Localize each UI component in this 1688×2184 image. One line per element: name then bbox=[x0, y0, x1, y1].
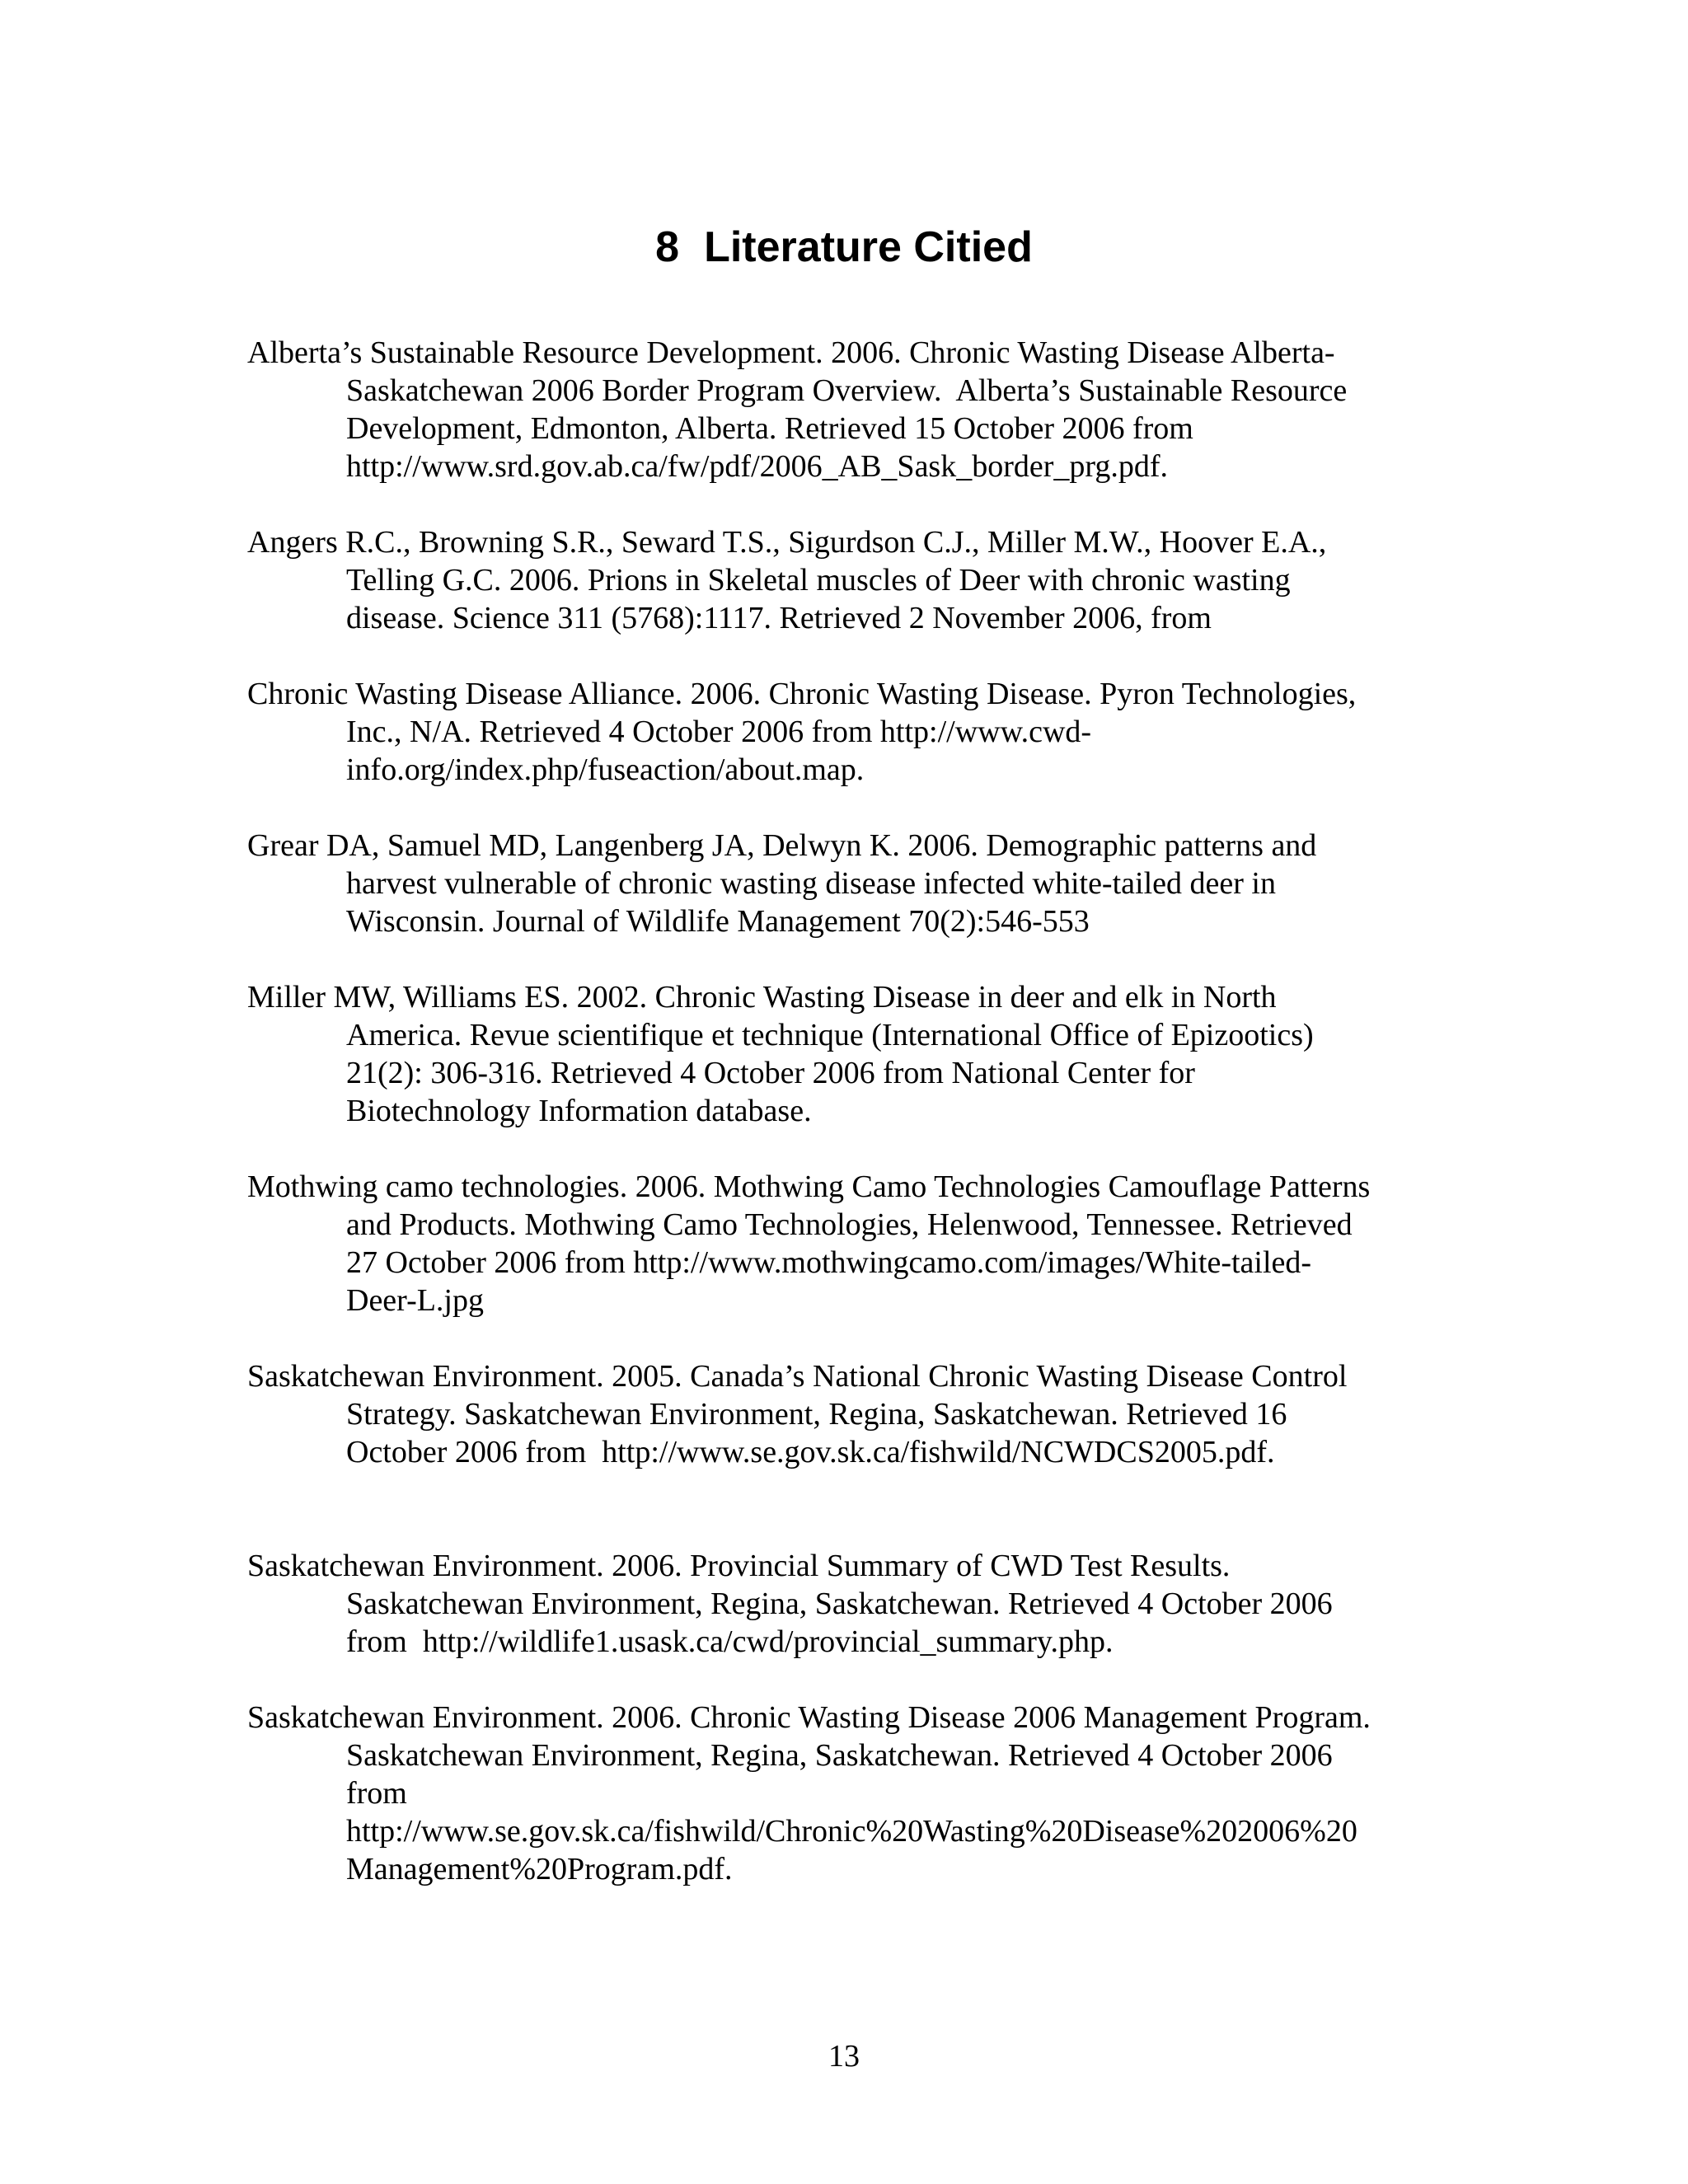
reference-entry: Chronic Wasting Disease Alliance. 2006. Chronic Wasting Disease. Pyron Technologies, Inc., N/A. Retrieved 4 October 2006 from http://www.cwd- info.org/index.php/fuseaction/about.map. bbox=[247, 677, 1357, 787]
reference-entry: Angers R.C., Browning S.R., Seward T.S., Sigurdson C.J., Miller M.W., Hoover E.A., Telling G.C. 2006. Prions in Skeletal muscles of Deer with chronic wasting disease. Science 311 (5768):1117. Retrieved 2 November 2006, from bbox=[247, 525, 1327, 635]
reference-entry: Grear DA, Samuel MD, Langenberg JA, Delwyn K. 2006. Demographic patterns and harvest vulnerable of chronic wasting disease infected white-tailed deer in Wisconsin. Journal of Wildlife Management 70(2):546-553 bbox=[247, 828, 1317, 939]
section-title: Literature Citied bbox=[704, 223, 1033, 271]
reference-entry: Saskatchewan Environment. 2005. Canada’s National Chronic Wasting Disease Control Strategy. Saskatchewan Environment, Regina, Saskatchewan. Retrieved 16 October 2006 from http://www.se.gov.sk.ca/fishwild/NCWDCS2005.pdf. bbox=[247, 1359, 1348, 1469]
reference-list bbox=[247, 334, 1467, 1926]
section-number: 8 bbox=[655, 223, 680, 271]
reference-entry: Miller MW, Williams ES. 2002. Chronic Wasting Disease in deer and elk in North America. Revue scientifique et technique (International Office of Epizootics) 21(2): 306-316. Retrieved 4 October 2006 from National Center for Biotechnology Information database. bbox=[247, 980, 1314, 1128]
section-heading bbox=[0, 221, 1688, 274]
page-number: 13 bbox=[828, 2039, 860, 2074]
reference-entry: Saskatchewan Environment. 2006. Provincial Summary of CWD Test Results. Saskatchewan Environment, Regina, Saskatchewan. Retrieved 4 October 2006 from http://wildlife1.usask.ca/cwd/provincial_summary.php. bbox=[247, 1549, 1333, 1659]
reference-entry: Mothwing camo technologies. 2006. Mothwing Camo Technologies Camouflage Patterns and Products. Mothwing Camo Technologies, Helenwood, Tennessee. Retrieved 27 October 2006 from http://www.mothwingcamo.com/images/White-tailed- Deer-L.jpg bbox=[247, 1169, 1371, 1318]
reference-entry: Saskatchewan Environment. 2006. Chronic Wasting Disease 2006 Management Program. Saskatchewan Environment, Regina, Saskatchewan. Retrieved 4 October 2006 from http://www.se.gov.sk.ca/fishwild/Chronic%20Wasting%20Disease%202006%20 Management%20Program.pdf. bbox=[247, 1700, 1371, 1886]
reference-entry: Alberta’s Sustainable Resource Development. 2006. Chronic Wasting Disease Alberta- Saskatchewan 2006 Border Program Overview. Alberta’s Sustainable Resource Development, Edmonton, Alberta. Retrieved 15 October 2006 from http://www.srd.gov.ab.ca/fw/pdf/2006_AB_Sask_border_prg.pdf. bbox=[247, 335, 1348, 484]
